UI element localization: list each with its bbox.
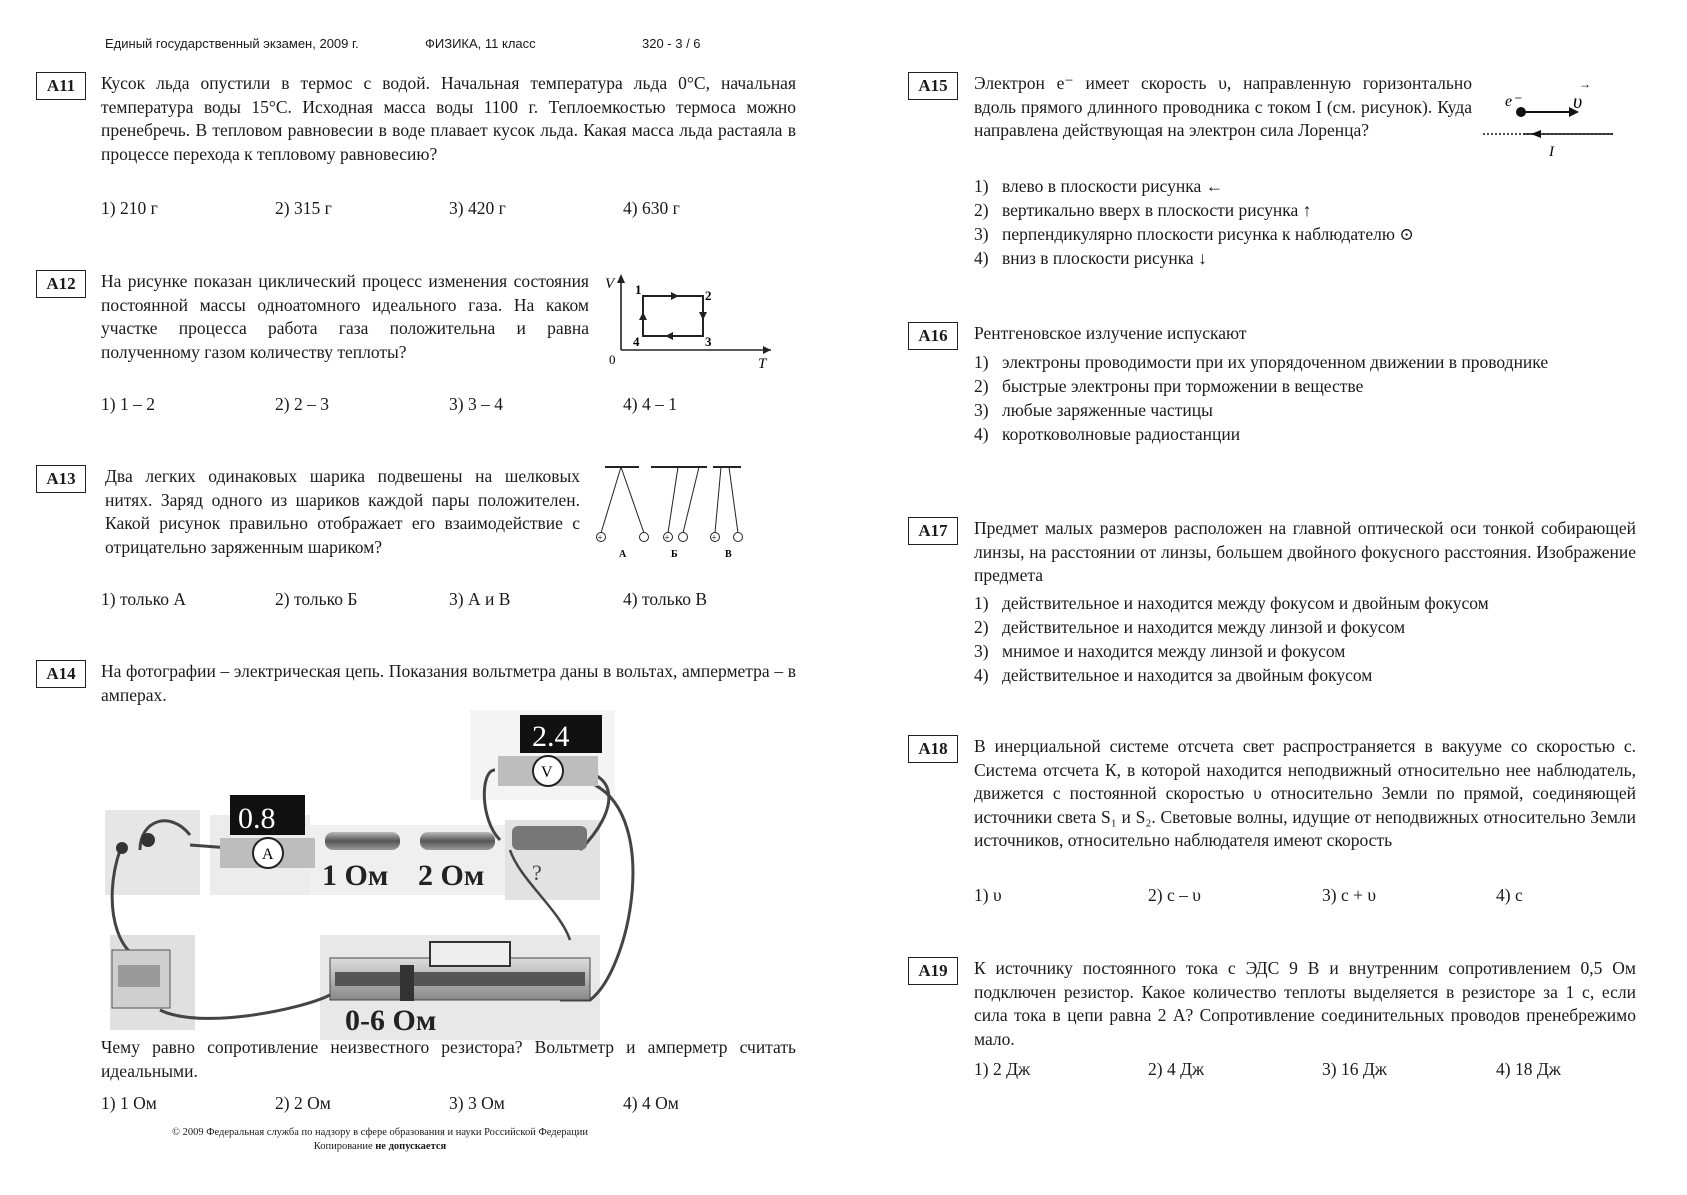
current-label: I (1549, 144, 1554, 160)
question-text: Кусок льда опустили в термос с водой. Начальная температура льда 0°С, начальная температура воды 15°С. Исходная масса воды 1100 г. Теплоемкостью термоса можно пренебречь. В тепловом равновесии в воде плавает кусок льда. Какая масса льда растаяла в процессе перехода к тепловому равновесию? (101, 73, 796, 164)
voltmeter-symbol: V (541, 764, 553, 781)
svg-text:+: + (597, 532, 603, 543)
ammeter-symbol: A (262, 846, 274, 863)
rheostat-label: 0-6 Ом (345, 1004, 437, 1037)
svg-text:+: + (664, 532, 670, 543)
answer-option[interactable]: 4) действительное и находится за двойным фокусом (974, 665, 1373, 685)
options-list (974, 591, 1636, 687)
answer-option[interactable]: 4) 4 Ом (623, 1093, 679, 1113)
answer-option[interactable]: 4) c (1496, 885, 1523, 905)
question-id: A19 (908, 957, 958, 985)
answer-option[interactable]: 4) коротковолновые радиостанции (974, 424, 1241, 444)
figure-label: В (725, 549, 732, 559)
point-label: 1 (635, 282, 642, 297)
answer-option[interactable]: 1) электроны проводимости при их упорядоченном движении в проводнике (974, 352, 1549, 372)
question-id: A13 (36, 465, 86, 493)
axis-v-label: V (605, 276, 615, 292)
voltmeter-reading: 2.4 (532, 720, 570, 753)
resistor-1-label: 1 Ом (322, 859, 389, 892)
answer-option[interactable]: 3) c + υ (1322, 885, 1377, 905)
svg-text:→: → (1579, 77, 1591, 91)
question-text: На фотографии – электрическая цепь. Показания вольтметра даны в вольтах, амперметра – в амперах. (101, 661, 796, 705)
answer-option[interactable]: 1) только А (101, 589, 186, 609)
question-id: A14 (36, 660, 86, 688)
answer-option[interactable]: 2) c – υ (1148, 885, 1201, 905)
question-id: A18 (908, 735, 958, 763)
answer-option[interactable]: 2) 2 – 3 (275, 394, 329, 414)
circuit-photo (100, 710, 660, 1040)
answer-option[interactable]: 2) вертикально вверх в плоскости рисунка ↑ (974, 200, 1312, 220)
question-text-2: Чему равно сопротивление неизвестного резистора? Вольтметр и амперметр считать идеальными. (101, 1037, 796, 1081)
question-text: На рисунке показан циклический процесс изменения состояния постоянной массы одноатомного идеального газа. На каком участке процесса работа газа положительна и равна полученному газом количеству теплоты? (101, 271, 589, 362)
page-number: 320 - 3 / 6 (642, 36, 701, 51)
answer-option[interactable]: 4) 630 г (623, 198, 680, 218)
answer-option[interactable]: 3) 16 Дж (1322, 1059, 1387, 1079)
copying-line: Копирование не допускается (313, 1141, 447, 1152)
question-id: A15 (908, 72, 958, 100)
figure-label: А (619, 549, 627, 559)
answer-option[interactable]: 3) 420 г (449, 198, 506, 218)
answer-option[interactable]: 1) 210 г (101, 198, 158, 218)
axis-t-label: T (758, 356, 767, 372)
question-text: Рентгеновское излучение испускают (974, 323, 1247, 343)
origin-label: 0 (609, 352, 616, 367)
answer-option[interactable]: 2) 2 Ом (275, 1093, 331, 1113)
question-id: A16 (908, 322, 958, 350)
answer-option[interactable]: 2) 4 Дж (1148, 1059, 1205, 1079)
answer-option[interactable]: 3) 3 Ом (449, 1093, 505, 1113)
lorentz-force-diagram (1473, 76, 1623, 161)
answer-option[interactable]: 1) 1 – 2 (101, 394, 155, 414)
ammeter-reading: 0.8 (238, 802, 276, 835)
answer-option[interactable]: 4) только В (623, 589, 708, 609)
options-list (974, 350, 1624, 446)
exam-title: Единый государственный экзамен, 2009 г. (105, 36, 359, 51)
answer-option[interactable]: 3) любые заряженные частицы (974, 400, 1213, 420)
question-text: Два легких одинаковых шарика подвешены на шелковых нитях. Заряд одного из шариков каждой пары положителен. Какой рисунок правильно отображает его взаимодействие с отрицательно заряженным шариком? (105, 466, 580, 557)
figure-label: Б (671, 549, 678, 559)
resistor-2-label: 2 Ом (418, 859, 485, 892)
point-label: 4 (633, 334, 640, 349)
answer-option[interactable]: 2) действительное и находится между линзой и фокусом (974, 617, 1406, 637)
question-text: В инерциальной системе отсчета свет распространяется в вакууме со скоростью c. Система отсчета К, в которой находится неподвижный относительно нее наблюдатель, движется с постоянной скоростью υ относительно Земли по прямой, соединяющей источники света S₁ и S₂. Световые волны, идущие от неподвижных относительно Земли источников, относительно наблюдателя имеют скорость (974, 736, 1636, 850)
svg-text:+: + (711, 532, 717, 543)
answer-option[interactable]: 1) действительное и находится между фокусом и двойным фокусом (974, 593, 1489, 613)
answer-option[interactable]: 1) 1 Ом (101, 1093, 157, 1113)
answer-option[interactable]: 1) 2 Дж (974, 1059, 1031, 1079)
charged-balls-diagram (591, 459, 801, 559)
copyright-footer (100, 1126, 660, 1154)
question-id: A11 (36, 72, 86, 100)
unknown-resistor-label: ? (532, 860, 542, 885)
answer-option[interactable]: 2) только Б (275, 589, 358, 609)
answer-option[interactable]: 4) 18 Дж (1496, 1059, 1561, 1079)
answer-option[interactable]: 1) υ (974, 885, 1002, 905)
answer-option[interactable]: 4) 4 – 1 (623, 394, 677, 414)
electron-label: e⁻ (1505, 93, 1521, 110)
velocity-label: υ (1573, 91, 1583, 113)
point-label: 3 (705, 334, 712, 349)
question-text: Электрон e⁻ имеет скорость υ, направленную горизонтально вдоль прямого длинного проводника с током I (см. рисунок). Куда направлена действующая на электрон сила Лоренца? (974, 73, 1472, 140)
answer-option[interactable]: 3) А и В (449, 589, 511, 609)
answer-option[interactable]: 3) перпендикулярно плоскости рисунка к наблюдателю ⊙ (974, 224, 1414, 244)
answer-option[interactable]: 2) 315 г (275, 198, 332, 218)
question-id: A17 (908, 517, 958, 545)
answer-option[interactable]: 1) влево в плоскости рисунка ← (974, 176, 1224, 196)
answer-option[interactable]: 2) быстрые электроны при торможении в веществе (974, 376, 1364, 396)
subject-title: ФИЗИКА, 11 класс (425, 36, 536, 51)
copyright-line: © 2009 Федеральная служба по надзору в сфере образования и науки Российской Федерации (171, 1127, 589, 1138)
answer-option[interactable]: 4) вниз в плоскости рисунка ↓ (974, 248, 1207, 268)
options-list (974, 174, 1614, 270)
point-label: 2 (705, 288, 712, 303)
answer-option[interactable]: 3) мнимое и находится между линзой и фокусом (974, 641, 1346, 661)
vt-cycle-diagram (601, 272, 781, 372)
question-id: A12 (36, 270, 86, 298)
question-text: К источнику постоянного тока с ЭДС 9 В и внутренним сопротивлением 0,5 Ом подключен резистор. Какое количество теплоты выделяется в резисторе за 1 с, если сила тока в цепи равна 2 А? Сопротивление соединительных проводов пренебрежимо мало. (974, 958, 1636, 1049)
question-text: Предмет малых размеров расположен на главной оптической оси тонкой собирающей линзы, на расстоянии от линзы, большем двойного фокусного расстояния. Изображение предмета (974, 518, 1636, 585)
answer-option[interactable]: 3) 3 – 4 (449, 394, 503, 414)
